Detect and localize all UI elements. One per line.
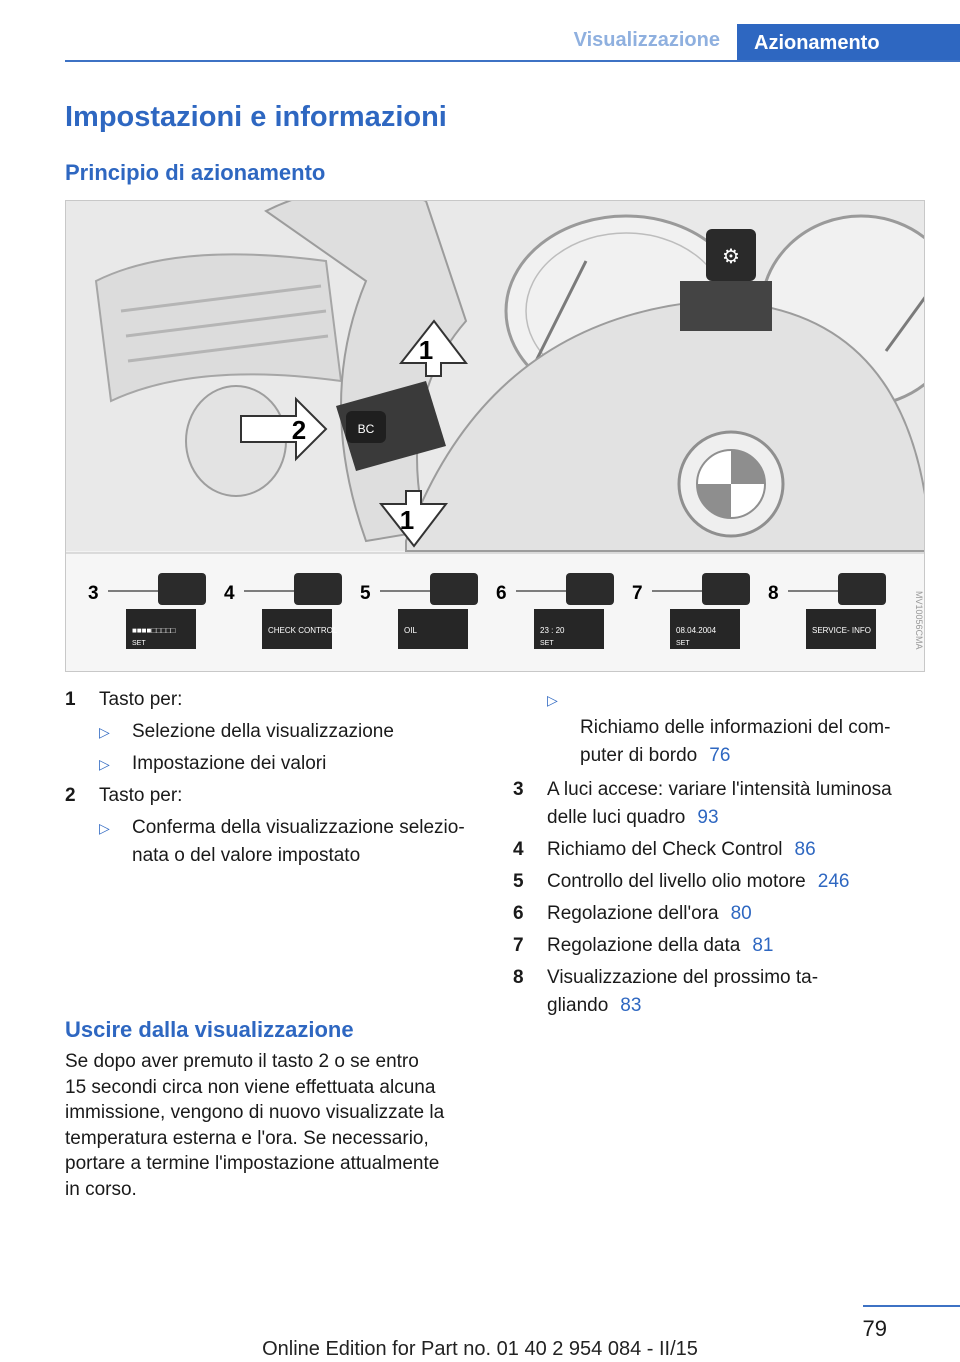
panel-screen-text: ■■■■□□□□□ [132, 626, 176, 635]
triangle-bullet-icon: ▷ [547, 692, 558, 708]
stalk-label-bc: BC [357, 422, 375, 436]
footer-rule [863, 1305, 960, 1307]
legend-text: Tasto per: [99, 689, 183, 710]
legend-num: 2 [65, 785, 76, 806]
legend-item [513, 836, 913, 864]
panel-softkey: SET [540, 640, 554, 647]
legend-item [513, 964, 913, 1020]
figure-code: MV10056CMA [914, 591, 924, 650]
panel-number: 7 [632, 583, 643, 604]
legend-subitem: Conferma della visualizzazione selezio- nata o del valore impostato [132, 817, 465, 866]
legend-subitem: Impostazione dei valori [132, 753, 327, 774]
section-subtitle: Principio di azionamento [65, 160, 326, 185]
panel-number: 8 [768, 583, 779, 604]
panel-screen-text: CHECK CONTROL [268, 626, 338, 635]
legend-text: Visualizzazione del prossimo ta- gliando [547, 967, 819, 1016]
exit-body: Se dopo aver premuto il tasto 2 o se entro 15 secondi circa non viene effettuata alcuna immissione, vengono di nuovo visualizzate la temperatura esterna e l'ora. Se necessario, portare a termine l'impostazione attualmente in corso. [65, 1051, 445, 1200]
legend-item [513, 776, 913, 832]
legend-item [513, 900, 913, 928]
exit-heading: Uscire dalla visualizzazione [65, 1017, 354, 1042]
triangle-bullet-icon: ▷ [99, 756, 110, 772]
header-section: Visualizzazione [573, 29, 720, 51]
legend-text: Richiamo del Check Control [547, 839, 783, 860]
callout-1-up: 1 [418, 335, 434, 365]
panel-screen-text: OIL [404, 626, 417, 635]
legend-text: Regolazione della data [547, 935, 741, 956]
legend-text: Controllo del livello olio motore [547, 871, 806, 892]
panel-number: 5 [360, 583, 371, 604]
legend-num: 5 [513, 871, 524, 892]
triangle-bullet-icon: ▷ [99, 724, 110, 740]
panel-number: 4 [224, 583, 235, 604]
legend-text: Tasto per: [99, 785, 183, 806]
page-ref-link[interactable]: 76 [709, 745, 731, 766]
page-title: Impostazioni e informazioni [65, 101, 447, 133]
page-ref-link[interactable]: 86 [794, 839, 816, 860]
panel-number: 6 [496, 583, 507, 604]
page-ref-link[interactable]: 80 [730, 903, 752, 924]
legend-subitem: Richiamo delle informazioni del com- puter di bordo [580, 717, 891, 766]
left-legend-list [65, 686, 485, 874]
page-ref-link[interactable]: 246 [817, 871, 850, 892]
legend-item [513, 868, 913, 896]
panel-number: 3 [88, 583, 99, 604]
legend-num: 7 [513, 935, 524, 956]
panel-screen-text: 23 : 20 [540, 626, 565, 635]
legend-num: 3 [513, 779, 524, 800]
header-rule [65, 60, 960, 62]
page-ref-link[interactable]: 83 [620, 995, 642, 1016]
right-legend-list [513, 686, 913, 1024]
page-ref-link[interactable]: 93 [697, 807, 719, 828]
dashboard-illustration [65, 200, 925, 672]
legend-num: 8 [513, 967, 524, 988]
panel-screen-text: 08.04.2004 [676, 626, 717, 635]
legend-text: Regolazione dell'ora [547, 903, 719, 924]
legend-num: 1 [65, 689, 76, 710]
legend-subitem: Selezione della visualizzazione [132, 721, 394, 742]
triangle-bullet-icon: ▷ [99, 820, 110, 836]
panel-screen-text: SERVICE- INFO [812, 626, 871, 635]
header-tab: Azionamento [737, 24, 960, 62]
callout-2: 2 [291, 415, 307, 445]
callout-1-down: 1 [399, 505, 415, 535]
legend-text: A luci accese: variare l'intensità luminosa delle luci quadro [547, 779, 892, 828]
legend-num: 6 [513, 903, 524, 924]
footer-text: Online Edition for Part no. 01 40 2 954 084 - II/15 [262, 1338, 698, 1360]
legend-item [513, 932, 913, 960]
legend-num: 4 [513, 839, 524, 860]
page-number: 79 [862, 1316, 887, 1341]
panel-softkey: SET [132, 640, 146, 647]
svg-text:⚙: ⚙ [722, 246, 740, 268]
panel-softkey: SET [676, 640, 690, 647]
page-ref-link[interactable]: 81 [752, 935, 774, 956]
